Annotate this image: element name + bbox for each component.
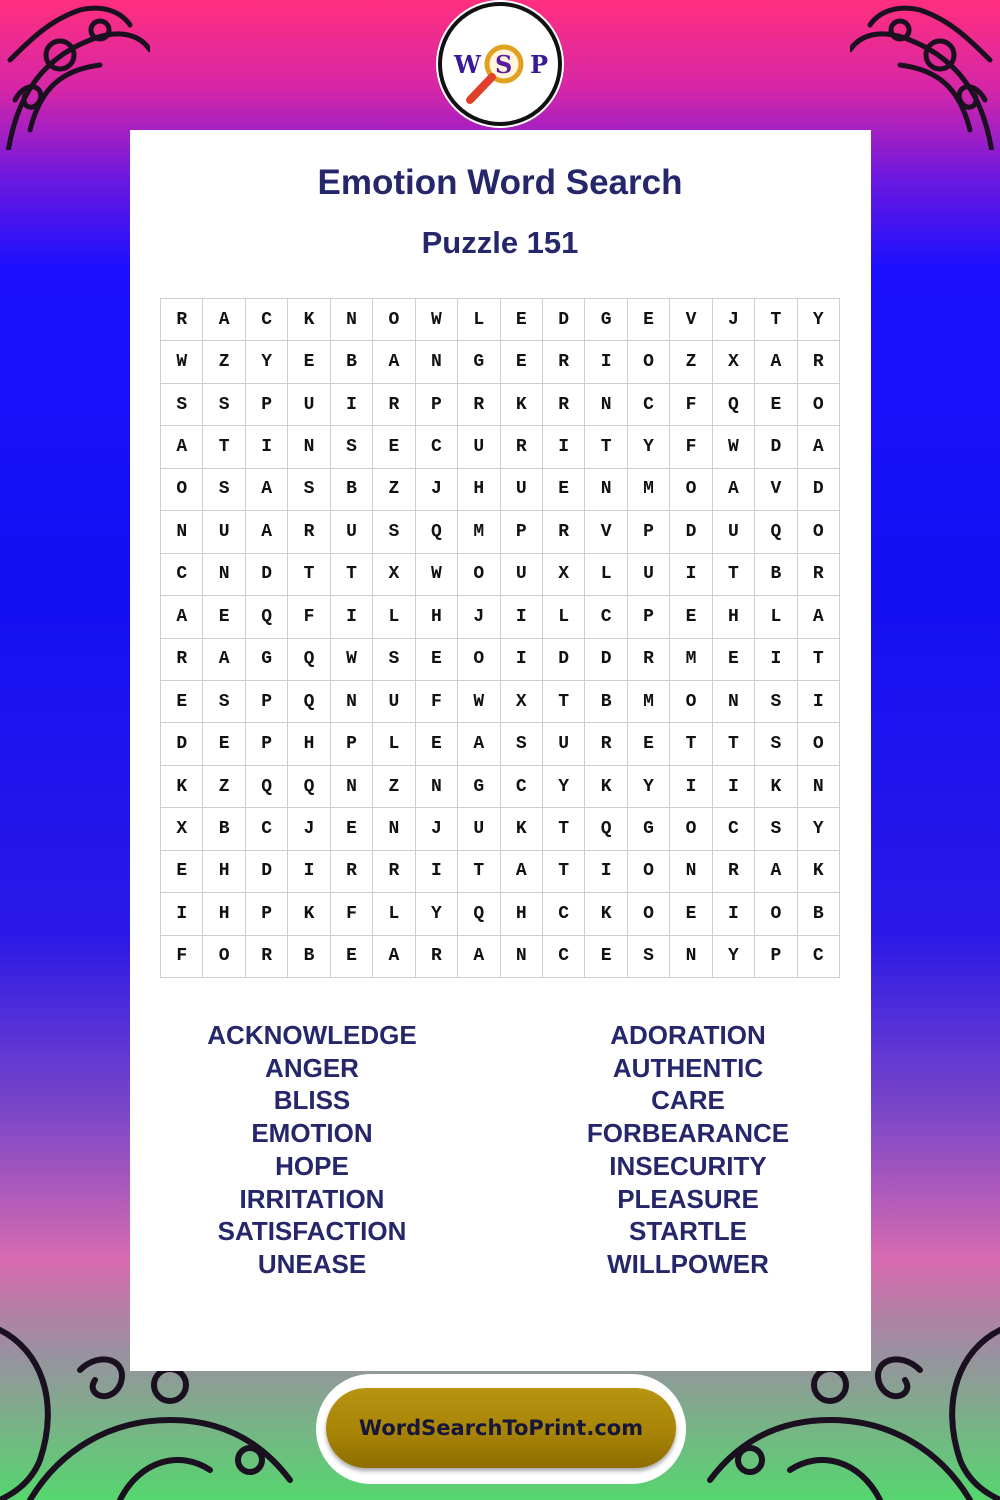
grid-cell[interactable]: N bbox=[585, 469, 627, 511]
logo-letter-p: P bbox=[530, 50, 549, 79]
grid-cell[interactable]: H bbox=[501, 893, 543, 935]
grid-cell[interactable]: C bbox=[246, 299, 288, 341]
grid-cell[interactable]: Y bbox=[246, 341, 288, 383]
site-link-button[interactable] bbox=[316, 1374, 686, 1484]
grid-cell[interactable]: E bbox=[628, 299, 670, 341]
grid-cell[interactable]: P bbox=[501, 511, 543, 553]
grid-cell[interactable]: X bbox=[373, 554, 415, 596]
grid-cell[interactable]: D bbox=[246, 851, 288, 893]
grid-cell[interactable]: G bbox=[628, 808, 670, 850]
grid-cell[interactable]: U bbox=[458, 426, 500, 468]
grid-cell[interactable]: X bbox=[713, 341, 755, 383]
grid-cell[interactable]: Q bbox=[713, 384, 755, 426]
grid-cell[interactable]: T bbox=[331, 554, 373, 596]
site-link-badge[interactable] bbox=[326, 1388, 676, 1468]
grid-cell[interactable]: R bbox=[373, 851, 415, 893]
grid-cell[interactable]: E bbox=[161, 681, 203, 723]
grid-cell[interactable]: T bbox=[203, 426, 245, 468]
grid-cell[interactable]: Q bbox=[585, 808, 627, 850]
grid-cell[interactable]: K bbox=[501, 808, 543, 850]
grid-cell[interactable]: S bbox=[331, 426, 373, 468]
grid-cell[interactable]: L bbox=[755, 596, 797, 638]
grid-cell[interactable]: I bbox=[331, 384, 373, 426]
grid-cell[interactable]: Z bbox=[203, 766, 245, 808]
word-item: HOPE bbox=[275, 1150, 349, 1181]
grid-cell[interactable]: W bbox=[713, 426, 755, 468]
grid-cell[interactable]: A bbox=[373, 341, 415, 383]
grid-cell[interactable]: O bbox=[628, 893, 670, 935]
grid-cell[interactable]: R bbox=[373, 384, 415, 426]
grid-cell[interactable]: Q bbox=[288, 766, 330, 808]
grid-cell[interactable]: N bbox=[670, 936, 712, 978]
grid-cell[interactable]: P bbox=[246, 681, 288, 723]
grid-cell[interactable]: S bbox=[373, 639, 415, 681]
grid-cell[interactable]: H bbox=[203, 851, 245, 893]
grid-cell[interactable]: Q bbox=[416, 511, 458, 553]
grid-cell[interactable]: E bbox=[203, 723, 245, 765]
grid-cell[interactable]: U bbox=[288, 384, 330, 426]
grid-cell[interactable]: Q bbox=[246, 766, 288, 808]
word-list-right bbox=[488, 1019, 888, 1281]
grid-cell[interactable]: N bbox=[798, 766, 840, 808]
grid-cell[interactable]: G bbox=[246, 639, 288, 681]
grid-cell[interactable]: F bbox=[161, 936, 203, 978]
grid-cell[interactable]: K bbox=[585, 893, 627, 935]
grid-cell[interactable]: S bbox=[755, 723, 797, 765]
grid-cell[interactable]: W bbox=[458, 681, 500, 723]
logo-letter-s: S bbox=[495, 50, 513, 79]
grid-cell[interactable]: S bbox=[628, 936, 670, 978]
grid-cell[interactable]: G bbox=[585, 299, 627, 341]
grid-cell[interactable]: J bbox=[416, 808, 458, 850]
grid-cell[interactable]: N bbox=[203, 554, 245, 596]
grid-cell[interactable]: Z bbox=[373, 469, 415, 511]
grid-cell[interactable]: B bbox=[755, 554, 797, 596]
grid-cell[interactable]: E bbox=[501, 341, 543, 383]
grid-cell[interactable]: E bbox=[670, 596, 712, 638]
grid-cell[interactable]: E bbox=[713, 639, 755, 681]
grid-cell[interactable]: P bbox=[246, 893, 288, 935]
grid-cell[interactable]: T bbox=[713, 554, 755, 596]
grid-cell[interactable]: P bbox=[755, 936, 797, 978]
grid-cell[interactable]: T bbox=[713, 723, 755, 765]
grid-cell[interactable]: Z bbox=[373, 766, 415, 808]
grid-cell[interactable]: C bbox=[798, 936, 840, 978]
grid-cell[interactable]: N bbox=[713, 681, 755, 723]
grid-cell[interactable]: J bbox=[416, 469, 458, 511]
grid-cell[interactable]: K bbox=[501, 384, 543, 426]
grid-cell[interactable]: I bbox=[416, 851, 458, 893]
grid-cell[interactable]: A bbox=[798, 596, 840, 638]
grid-cell[interactable]: S bbox=[755, 681, 797, 723]
grid-cell[interactable]: C bbox=[416, 426, 458, 468]
grid-cell[interactable]: I bbox=[713, 766, 755, 808]
grid-cell[interactable]: L bbox=[543, 596, 585, 638]
grid-cell[interactable]: Z bbox=[670, 341, 712, 383]
grid-cell[interactable]: W bbox=[416, 554, 458, 596]
grid-cell[interactable]: O bbox=[161, 469, 203, 511]
word-item: ADORATION bbox=[610, 1020, 766, 1050]
grid-cell[interactable]: O bbox=[458, 639, 500, 681]
grid-cell[interactable]: A bbox=[161, 596, 203, 638]
grid-cell[interactable]: U bbox=[458, 808, 500, 850]
grid-cell[interactable]: E bbox=[585, 936, 627, 978]
grid-cell[interactable]: P bbox=[246, 384, 288, 426]
grid-cell[interactable]: V bbox=[670, 299, 712, 341]
grid-cell[interactable]: Y bbox=[628, 766, 670, 808]
grid-cell[interactable]: I bbox=[543, 426, 585, 468]
grid-cell[interactable]: X bbox=[501, 681, 543, 723]
grid-cell[interactable]: Y bbox=[798, 299, 840, 341]
grid-cell[interactable]: T bbox=[543, 851, 585, 893]
grid-cell[interactable]: O bbox=[798, 384, 840, 426]
grid-cell[interactable]: H bbox=[203, 893, 245, 935]
grid-cell[interactable]: O bbox=[670, 681, 712, 723]
grid-cell[interactable]: T bbox=[543, 808, 585, 850]
grid-cell[interactable]: A bbox=[501, 851, 543, 893]
grid-cell[interactable]: K bbox=[288, 299, 330, 341]
grid-cell[interactable]: Y bbox=[798, 808, 840, 850]
grid-cell[interactable]: S bbox=[288, 469, 330, 511]
grid-cell[interactable]: O bbox=[798, 723, 840, 765]
grid-cell[interactable]: S bbox=[203, 681, 245, 723]
grid-cell[interactable]: C bbox=[585, 596, 627, 638]
grid-cell[interactable]: E bbox=[331, 936, 373, 978]
grid-cell[interactable]: O bbox=[670, 469, 712, 511]
grid-cell[interactable]: T bbox=[755, 299, 797, 341]
grid-cell[interactable]: I bbox=[670, 766, 712, 808]
grid-cell[interactable]: T bbox=[543, 681, 585, 723]
grid-cell[interactable]: J bbox=[288, 808, 330, 850]
grid-cell[interactable]: U bbox=[203, 511, 245, 553]
grid-cell[interactable]: S bbox=[203, 384, 245, 426]
grid-cell[interactable]: I bbox=[161, 893, 203, 935]
grid-cell[interactable]: R bbox=[331, 851, 373, 893]
grid-cell[interactable]: L bbox=[373, 723, 415, 765]
grid-cell[interactable]: Y bbox=[713, 936, 755, 978]
word-item: STARTLE bbox=[629, 1216, 747, 1247]
grid-cell[interactable]: W bbox=[331, 639, 373, 681]
grid-cell[interactable]: Q bbox=[755, 511, 797, 553]
grid-cell[interactable]: U bbox=[713, 511, 755, 553]
logo-letter-w: W bbox=[454, 50, 481, 79]
grid-cell[interactable]: Q bbox=[288, 681, 330, 723]
grid-cell[interactable]: E bbox=[161, 851, 203, 893]
grid-cell[interactable]: K bbox=[161, 766, 203, 808]
grid-cell[interactable]: H bbox=[416, 596, 458, 638]
word-list-left bbox=[112, 1019, 512, 1281]
grid-cell[interactable]: N bbox=[585, 384, 627, 426]
grid-cell[interactable]: M bbox=[670, 639, 712, 681]
grid-cell[interactable]: O bbox=[628, 341, 670, 383]
grid-cell[interactable]: L bbox=[458, 299, 500, 341]
word-item: ACKNOWLEDGE bbox=[207, 1020, 417, 1050]
grid-cell[interactable]: E bbox=[543, 469, 585, 511]
grid-cell[interactable]: B bbox=[203, 808, 245, 850]
grid-cell[interactable]: S bbox=[501, 723, 543, 765]
grid-cell[interactable]: B bbox=[288, 936, 330, 978]
grid-cell[interactable]: D bbox=[543, 639, 585, 681]
grid-cell[interactable]: B bbox=[585, 681, 627, 723]
grid-cell[interactable]: D bbox=[161, 723, 203, 765]
grid-cell[interactable]: G bbox=[458, 766, 500, 808]
grid-cell[interactable]: C bbox=[543, 893, 585, 935]
grid-cell[interactable]: T bbox=[798, 639, 840, 681]
grid-cell[interactable]: I bbox=[331, 596, 373, 638]
grid-cell[interactable]: O bbox=[798, 511, 840, 553]
grid-cell[interactable]: E bbox=[501, 299, 543, 341]
grid-cell[interactable]: S bbox=[203, 469, 245, 511]
grid-cell[interactable]: I bbox=[501, 596, 543, 638]
grid-cell[interactable]: O bbox=[458, 554, 500, 596]
grid-cell[interactable]: T bbox=[288, 554, 330, 596]
puzzle-title: Emotion Word Search bbox=[317, 163, 683, 202]
grid-cell[interactable]: E bbox=[331, 808, 373, 850]
grid-cell[interactable]: M bbox=[458, 511, 500, 553]
grid-cell[interactable]: A bbox=[458, 723, 500, 765]
grid-cell[interactable]: B bbox=[798, 893, 840, 935]
grid-cell[interactable]: H bbox=[288, 723, 330, 765]
word-item: UNEASE bbox=[257, 1248, 367, 1279]
grid-cell[interactable]: Y bbox=[416, 893, 458, 935]
grid-cell[interactable]: P bbox=[246, 723, 288, 765]
grid-cell[interactable]: F bbox=[670, 426, 712, 468]
grid-cell[interactable]: I bbox=[585, 851, 627, 893]
word-item: IRRITATION bbox=[239, 1183, 385, 1214]
site-link-text: WordSearchToPrint.com bbox=[358, 1416, 644, 1440]
grid-cell[interactable]: Y bbox=[628, 426, 670, 468]
grid-cell[interactable]: I bbox=[798, 681, 840, 723]
grid-cell[interactable]: I bbox=[585, 341, 627, 383]
grid-cell[interactable]: U bbox=[501, 469, 543, 511]
grid-cell[interactable]: H bbox=[458, 469, 500, 511]
grid-cell[interactable]: E bbox=[670, 893, 712, 935]
grid-cell[interactable]: N bbox=[331, 681, 373, 723]
grid-cell[interactable]: A bbox=[203, 299, 245, 341]
grid-cell[interactable]: R bbox=[288, 511, 330, 553]
grid-cell[interactable]: K bbox=[798, 851, 840, 893]
grid-cell[interactable]: F bbox=[670, 384, 712, 426]
grid-cell[interactable]: I bbox=[246, 426, 288, 468]
grid-cell[interactable]: M bbox=[628, 469, 670, 511]
word-item: INSECURITY bbox=[609, 1150, 767, 1181]
grid-cell[interactable]: Q bbox=[288, 639, 330, 681]
grid-cell[interactable]: O bbox=[755, 893, 797, 935]
grid-cell[interactable]: B bbox=[331, 341, 373, 383]
grid-cell[interactable]: I bbox=[501, 639, 543, 681]
grid-cell[interactable]: E bbox=[416, 723, 458, 765]
grid-cell[interactable]: D bbox=[755, 426, 797, 468]
grid-cell[interactable]: U bbox=[628, 554, 670, 596]
word-item: ANGER bbox=[265, 1052, 359, 1083]
grid-cell[interactable]: L bbox=[373, 893, 415, 935]
grid-cell[interactable]: A bbox=[713, 469, 755, 511]
grid-cell[interactable]: O bbox=[373, 299, 415, 341]
grid-cell[interactable]: D bbox=[585, 639, 627, 681]
grid-cell[interactable]: Y bbox=[543, 766, 585, 808]
grid-cell[interactable]: R bbox=[543, 341, 585, 383]
grid-cell[interactable]: R bbox=[416, 936, 458, 978]
grid-cell[interactable]: R bbox=[628, 639, 670, 681]
grid-cell[interactable]: N bbox=[331, 299, 373, 341]
grid-cell[interactable]: X bbox=[543, 554, 585, 596]
word-item: AUTHENTIC bbox=[612, 1052, 764, 1083]
word-item: EMOTION bbox=[251, 1118, 373, 1149]
grid-cell[interactable]: Z bbox=[203, 341, 245, 383]
grid-cell[interactable]: B bbox=[331, 469, 373, 511]
grid-cell[interactable]: A bbox=[755, 851, 797, 893]
grid-cell[interactable]: R bbox=[458, 384, 500, 426]
grid-cell[interactable]: H bbox=[713, 596, 755, 638]
grid-cell[interactable]: U bbox=[373, 681, 415, 723]
ornament-top-right bbox=[850, 0, 1000, 150]
grid-cell[interactable]: C bbox=[713, 808, 755, 850]
grid-cell[interactable]: R bbox=[798, 554, 840, 596]
word-item: BLISS bbox=[273, 1085, 351, 1116]
grid-cell[interactable]: D bbox=[670, 511, 712, 553]
puzzle-number: Puzzle 151 bbox=[421, 225, 579, 260]
grid-cell[interactable]: C bbox=[161, 554, 203, 596]
grid-cell[interactable]: C bbox=[628, 384, 670, 426]
grid-cell[interactable]: I bbox=[670, 554, 712, 596]
grid-cell[interactable]: C bbox=[246, 808, 288, 850]
grid-cell[interactable]: G bbox=[458, 341, 500, 383]
grid-cell[interactable]: E bbox=[373, 426, 415, 468]
grid-cell[interactable]: Q bbox=[246, 596, 288, 638]
grid-cell[interactable]: O bbox=[670, 808, 712, 850]
grid-cell[interactable]: N bbox=[416, 341, 458, 383]
word-item: SATISFACTION bbox=[217, 1216, 407, 1247]
wsp-logo[interactable] bbox=[438, 2, 562, 126]
grid-cell[interactable]: E bbox=[755, 384, 797, 426]
grid-cell[interactable]: R bbox=[246, 936, 288, 978]
grid-cell[interactable]: T bbox=[585, 426, 627, 468]
grid-cell[interactable]: O bbox=[628, 851, 670, 893]
grid-cell[interactable]: L bbox=[373, 596, 415, 638]
grid-cell[interactable]: U bbox=[543, 723, 585, 765]
grid-cell[interactable]: C bbox=[501, 766, 543, 808]
grid-cell[interactable]: N bbox=[331, 766, 373, 808]
grid-cell[interactable]: O bbox=[203, 936, 245, 978]
grid-cell[interactable]: A bbox=[798, 426, 840, 468]
grid-cell[interactable]: V bbox=[755, 469, 797, 511]
grid-cell[interactable]: Q bbox=[458, 893, 500, 935]
grid-cell[interactable]: F bbox=[331, 893, 373, 935]
grid-cell[interactable]: A bbox=[458, 936, 500, 978]
grid-cell[interactable]: N bbox=[416, 766, 458, 808]
grid-cell[interactable]: D bbox=[543, 299, 585, 341]
grid-cell[interactable]: R bbox=[713, 851, 755, 893]
grid-cell[interactable]: A bbox=[373, 936, 415, 978]
grid-cell[interactable]: R bbox=[501, 426, 543, 468]
grid-cell[interactable]: J bbox=[458, 596, 500, 638]
word-item: WILLPOWER bbox=[607, 1248, 769, 1279]
grid-cell[interactable]: F bbox=[288, 596, 330, 638]
letter-grid bbox=[160, 298, 840, 978]
grid-cell[interactable]: R bbox=[585, 723, 627, 765]
grid-cell[interactable]: A bbox=[246, 511, 288, 553]
grid-cell[interactable]: R bbox=[161, 639, 203, 681]
grid-cell[interactable]: D bbox=[246, 554, 288, 596]
grid-cell[interactable]: D bbox=[798, 469, 840, 511]
grid-cell[interactable]: A bbox=[203, 639, 245, 681]
grid-cell[interactable]: T bbox=[458, 851, 500, 893]
grid-cell[interactable]: K bbox=[288, 893, 330, 935]
grid-cell[interactable]: V bbox=[585, 511, 627, 553]
grid-cell[interactable]: N bbox=[288, 426, 330, 468]
grid-cell[interactable]: P bbox=[331, 723, 373, 765]
grid-cell[interactable]: K bbox=[755, 766, 797, 808]
word-item: PLEASURE bbox=[617, 1183, 759, 1214]
grid-cell[interactable]: P bbox=[416, 384, 458, 426]
grid-cell[interactable]: U bbox=[501, 554, 543, 596]
grid-cell[interactable]: F bbox=[416, 681, 458, 723]
grid-cell[interactable]: E bbox=[288, 341, 330, 383]
grid-cell[interactable]: R bbox=[543, 511, 585, 553]
grid-cell[interactable]: E bbox=[203, 596, 245, 638]
grid-cell[interactable]: I bbox=[288, 851, 330, 893]
grid-cell[interactable]: A bbox=[755, 341, 797, 383]
grid-cell[interactable]: P bbox=[628, 596, 670, 638]
ornament-top-left bbox=[0, 0, 150, 150]
grid-cell[interactable]: R bbox=[543, 384, 585, 426]
grid-cell[interactable]: C bbox=[543, 936, 585, 978]
grid-cell[interactable]: R bbox=[161, 299, 203, 341]
grid-cell[interactable]: N bbox=[161, 511, 203, 553]
grid-cell[interactable]: S bbox=[373, 511, 415, 553]
grid-cell[interactable]: A bbox=[246, 469, 288, 511]
grid-cell[interactable]: N bbox=[501, 936, 543, 978]
grid-cell[interactable]: W bbox=[161, 341, 203, 383]
grid-cell[interactable]: S bbox=[161, 384, 203, 426]
grid-cell[interactable]: K bbox=[585, 766, 627, 808]
grid-cell[interactable]: J bbox=[713, 299, 755, 341]
grid-cell[interactable]: U bbox=[331, 511, 373, 553]
grid-cell[interactable]: I bbox=[713, 893, 755, 935]
word-item: CARE bbox=[651, 1085, 725, 1116]
grid-cell[interactable]: X bbox=[161, 808, 203, 850]
grid-cell[interactable]: N bbox=[670, 851, 712, 893]
word-item: FORBEARANCE bbox=[586, 1118, 790, 1149]
grid-cell[interactable]: E bbox=[628, 723, 670, 765]
grid-cell[interactable]: W bbox=[416, 299, 458, 341]
grid-cell[interactable]: N bbox=[373, 808, 415, 850]
grid-cell[interactable]: S bbox=[755, 808, 797, 850]
grid-cell[interactable]: I bbox=[755, 639, 797, 681]
grid-cell[interactable]: M bbox=[628, 681, 670, 723]
grid-cell[interactable]: E bbox=[416, 639, 458, 681]
grid-cell[interactable]: P bbox=[628, 511, 670, 553]
grid-cell[interactable]: L bbox=[585, 554, 627, 596]
grid-cell[interactable]: R bbox=[798, 341, 840, 383]
grid-cell[interactable]: T bbox=[670, 723, 712, 765]
grid-cell[interactable]: A bbox=[161, 426, 203, 468]
